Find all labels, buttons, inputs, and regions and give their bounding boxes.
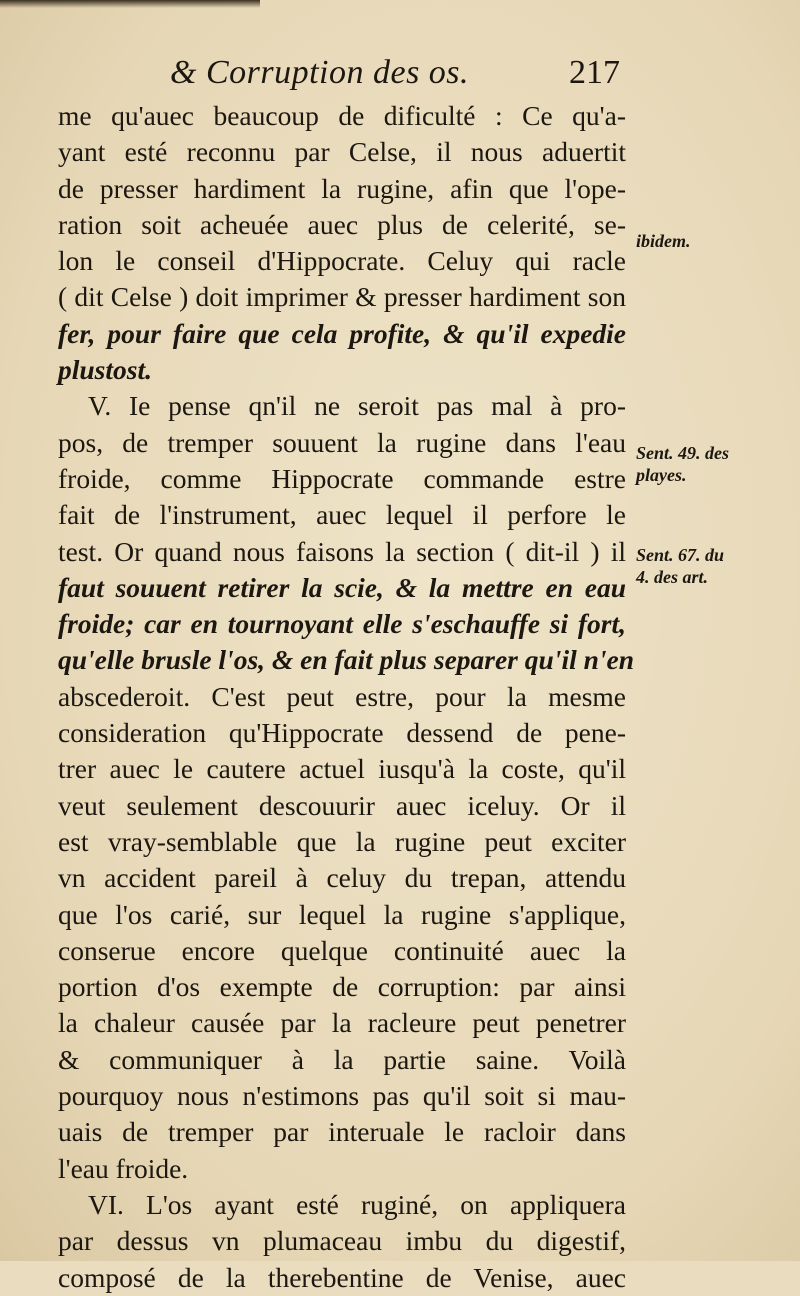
text-line: & communiquer à la partie saine. Voilà	[58, 1043, 626, 1075]
margin-note: Sent. 67. du	[636, 545, 725, 565]
body-text	[58, 98, 635, 1296]
text-line: la chaleur causée par la racleure peut penetrer	[58, 1007, 626, 1039]
margin-note: ibidem.	[636, 231, 691, 251]
text-line: test. Or quand nous faisons la section ( dit-il ) il	[58, 535, 626, 567]
text-line: l'eau froide.	[58, 1152, 189, 1184]
text-line: vn accident pareil à celuy du trepan, attendu	[58, 862, 626, 894]
margin-note: Sent. 49. des	[636, 443, 730, 463]
text-line: pourquoy nous n'estimons pas qu'il soit si mau-	[58, 1080, 626, 1112]
text-line: consideration qu'Hippocrate dessend de pene-	[58, 717, 626, 749]
text-line: composé de la therebentine de Venise, auec	[58, 1261, 626, 1293]
text-line: ( dit Celse ) doit imprimer & presser hardiment son	[58, 281, 626, 313]
text-line: VI. L'os ayant esté ruginé, on appliquera	[88, 1188, 626, 1220]
page-number: 217	[569, 54, 620, 91]
page-edge-shadow	[0, 0, 260, 8]
text-line: de presser hardiment la rugine, afin que l'ope-	[58, 172, 626, 204]
text-line: faut souuent retirer la scie, & la mettre en eau	[58, 571, 626, 603]
text-line: fer, pour faire que cela profite, & qu'il expedie	[58, 317, 626, 349]
text-line: est vray-semblable que la rugine peut exciter	[58, 825, 626, 857]
margin-note: playes.	[636, 465, 687, 485]
running-title: & Corruption des os.	[170, 54, 470, 91]
text-line: yant esté reconnu par Celse, il nous aduertit	[58, 136, 626, 168]
text-line: V. Ie pense qn'il ne seroit pas mal à pro-	[88, 390, 626, 422]
text-line: trer auec le cautere actuel iusqu'à la coste, qu'il	[58, 753, 626, 785]
text-line: veut seulement descouurir auec iceluy. Or il	[58, 789, 626, 821]
text-line: par dessus vn plumaceau imbu du digestif,	[58, 1225, 626, 1257]
text-line: portion d'os exempte de corruption: par ainsi	[58, 971, 626, 1003]
text-line: que l'os carié, sur lequel la rugine s'applique,	[58, 898, 626, 930]
text-line: plustost.	[58, 354, 152, 386]
text-line: conserue encore quelque continuité auec la	[58, 934, 626, 966]
text-line: froide; car en tournoyant elle s'eschauffe si fort,	[58, 608, 626, 640]
text-line: uais de tremper par interuale le racloir dans	[58, 1116, 626, 1148]
text-line: pos, de tremper souuent la rugine dans l'eau	[58, 426, 626, 458]
text-line: ration soit acheuée auec plus de celerité, se-	[58, 208, 626, 240]
text-line: lon le conseil d'Hippocrate. Celuy qui racle	[58, 245, 626, 277]
text-line: abscederoit. C'est peut estre, pour la mesme	[58, 680, 626, 712]
text-line: fait de l'instrument, auec lequel il perfore le	[58, 499, 626, 531]
text-line: qu'elle brusle l'os, & en fait plus separer qu'il n'en	[58, 644, 635, 676]
page-header	[60, 52, 620, 98]
text-line: me qu'auec beaucoup de dificulté : Ce qu'a-	[58, 100, 626, 131]
margin-note: 4. des art.	[636, 567, 708, 587]
text-line: froide, comme Hippocrate commande estre	[58, 462, 626, 494]
